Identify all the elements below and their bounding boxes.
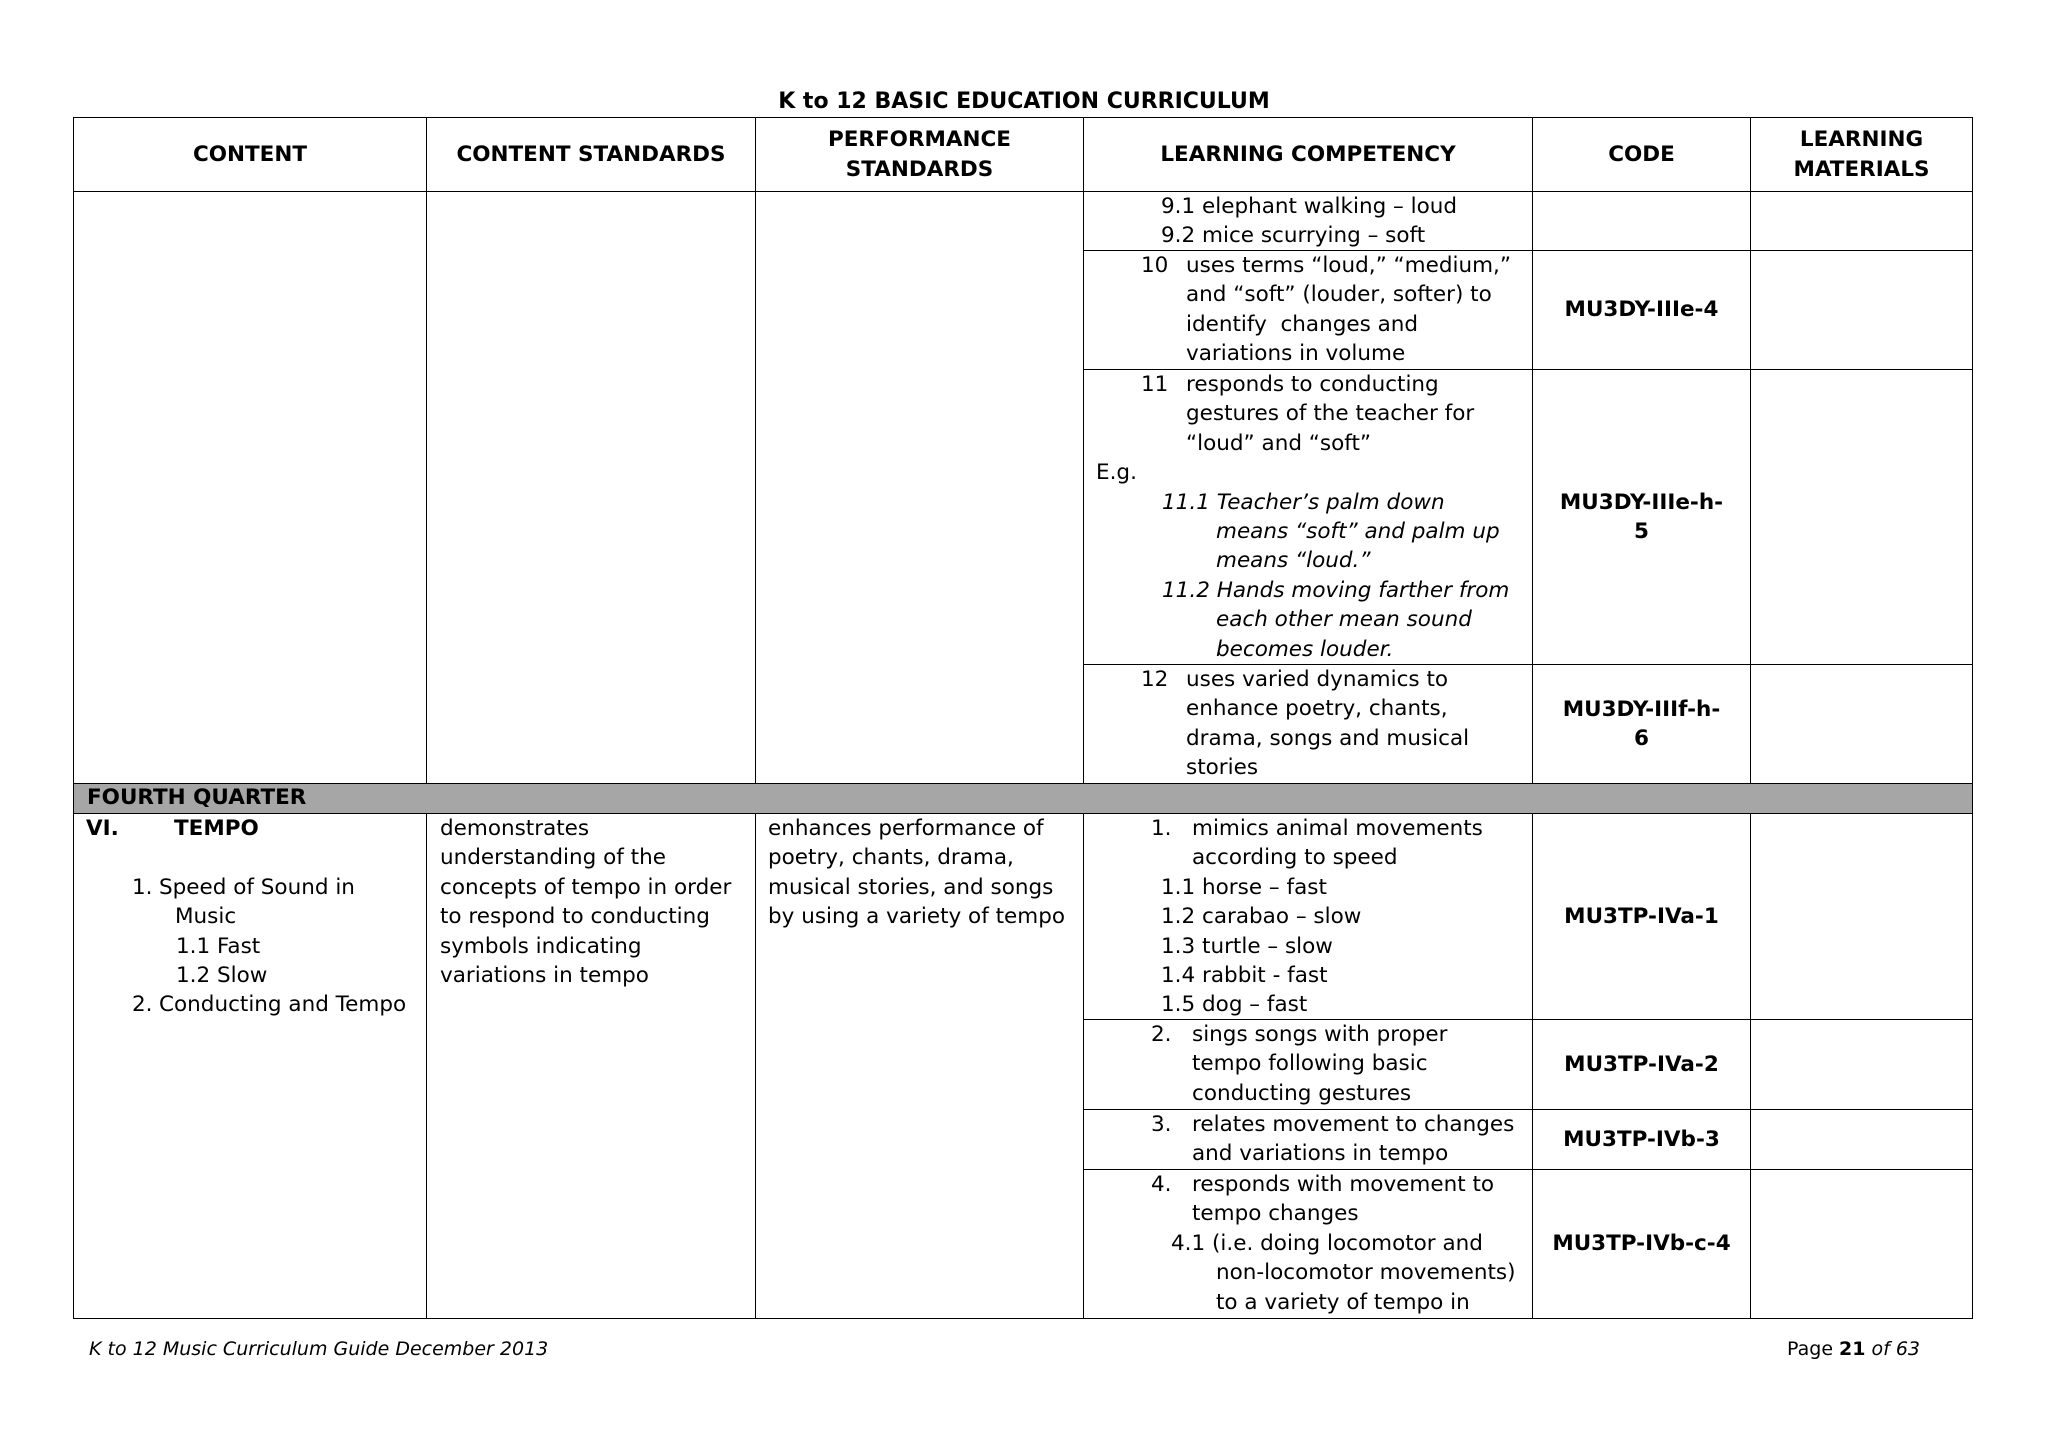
example-label: E.g. [1096,460,1137,486]
footer-page-number [1787,1337,1920,1361]
competency-subitem: 9.1 elephant walking – loud [1161,194,1458,219]
competency-subitem: 9.2 mice scurrying – soft [1161,223,1426,249]
footer-guide-title: K to 12 Music Curriculum Guide December 2013 [89,1338,549,1360]
competency-line [1084,814,1532,843]
document-title: K to 12 BASIC EDUCATION CURRICULUM [778,89,1270,114]
competency-line [1084,665,1532,694]
competency-line: conducting gestures [1192,1080,1412,1106]
blank-line [74,843,426,872]
competency-cell [1084,251,1533,370]
page-current: 21 [1839,1338,1866,1360]
quarter-label: FOURTH QUARTER [87,785,307,810]
example-number: 11.2 [1162,577,1210,603]
content-standard-line: concepts of tempo in order [440,874,732,900]
learning-materials-cell [1751,814,1973,1020]
competency-cell [1084,1170,1533,1319]
competency-subitem-line: to a variety of tempo in [1216,1289,1470,1315]
competency-text: uses varied dynamics to [1186,667,1449,692]
competency-code: MU3TP-IVb-3 [1563,1126,1720,1152]
content-item-line: Music [175,904,237,930]
competency-text: relates movement to changes [1192,1112,1515,1137]
competency-number: 10 [1141,253,1169,278]
competency-text: responds with movement to [1192,1172,1495,1197]
example-line: means “loud.” [1216,548,1371,574]
competency-line [1084,1110,1532,1139]
learning-materials-cell [1751,370,1973,665]
competency-subitem: 1.4 rabbit - fast [1161,962,1328,988]
competency-line [1084,1170,1532,1199]
example-line [1084,576,1532,605]
example-line [1084,488,1532,517]
competency-number: 11 [1141,372,1169,397]
header-learning-competency-label: LEARNING COMPETENCY [1160,141,1456,167]
quarter-band [74,784,1973,814]
competency-code: MU3DY-IIIe-4 [1564,297,1719,323]
content-standards-cell [427,192,756,784]
competency-code-line: 5 [1634,519,1649,544]
competency-line: and “soft” (louder, softer) to [1186,282,1492,308]
content-standard-line: to respond to conducting [440,904,710,930]
competency-text: mimics animal movements [1192,816,1483,841]
competency-number: 3. [1151,1112,1172,1137]
header-learning-materials-line: LEARNING [1799,127,1924,153]
competency-subitem: 1.5 dog – fast [1161,992,1308,1018]
competency-subitem: 1.3 turtle – slow [1161,933,1333,959]
example-line: each other mean sound [1216,607,1472,633]
competency-code: MU3TP-IVa-1 [1564,903,1719,929]
content-standard-line: demonstrates [440,816,590,841]
learning-materials-cell [1751,1020,1973,1110]
example-text: Teacher’s palm down [1216,489,1445,515]
code-cell [1533,1170,1751,1319]
competency-line: drama, songs and musical [1186,725,1470,751]
example-number: 11.1 [1162,489,1210,515]
performance-standards-cell [756,814,1084,1319]
competency-subitem: 1.1 horse – fast [1161,874,1327,900]
competency-line [1084,370,1532,399]
content-subitem: 1.2 Slow [176,962,268,988]
content-standard-line: understanding of the [440,845,666,871]
competency-line [1084,1020,1532,1049]
learning-materials-cell [1751,1170,1973,1319]
header-performance-standards [756,118,1084,192]
performance-standard-line: enhances performance of [768,816,1044,841]
learning-materials-cell [1751,665,1973,784]
competency-line: tempo changes [1192,1201,1359,1227]
competency-cell [1084,665,1533,784]
competency-cell [1084,1020,1533,1110]
performance-standard-line: by using a variety of tempo [768,904,1066,930]
subitem-text: (i.e. doing locomotor and [1212,1230,1483,1256]
competency-text: responds to conducting [1186,372,1439,397]
header-content-standards [427,118,756,192]
example-line: means “soft” and palm up [1216,518,1500,544]
header-content [74,118,427,192]
page-label: Page [1787,1338,1834,1360]
competency-code: MU3TP-IVa-2 [1564,1051,1719,1077]
competency-line: stories [1186,755,1259,781]
code-cell [1533,1020,1751,1110]
content-standard-line: symbols indicating [440,933,642,959]
competency-subitem-line: non-locomotor movements) [1216,1260,1516,1286]
code-cell [1533,1110,1751,1170]
page-total: of 63 [1871,1338,1920,1360]
content-item-text: Conducting and Tempo [159,992,407,1018]
content-standard-line: variations in tempo [440,962,649,988]
content-heading-text: TEMPO [174,816,259,841]
competency-code: MU3TP-IVb-c-4 [1552,1231,1731,1257]
competency-text: uses terms “loud,” “medium,” [1186,253,1512,278]
performance-standard-line: poetry, chants, drama, [768,845,1014,871]
competency-cell [1084,1110,1533,1170]
competency-number: 1. [1151,816,1172,841]
competency-subitem [1084,1229,1532,1258]
curriculum-table [73,117,1973,1319]
code-cell [1533,665,1751,784]
content-item [74,990,426,1019]
example-text: Hands moving farther from [1216,577,1510,603]
header-performance-standards-line: STANDARDS [845,156,994,182]
header-learning-competency [1084,118,1533,192]
competency-line: variations in volume [1186,341,1406,367]
header-code [1533,118,1751,192]
competency-number: 2. [1151,1022,1172,1047]
learning-materials-cell [1751,251,1973,370]
content-numeral: VI. [86,816,119,841]
competency-text: identify changes and [1186,311,1419,337]
code-cell [1533,251,1751,370]
competency-code-line: 6 [1634,726,1649,751]
code-cell [1533,370,1751,665]
content-subitem: 1.1 Fast [176,933,261,959]
learning-materials-cell [1751,1110,1973,1170]
content-heading [74,814,426,843]
competency-cell [1084,814,1533,1020]
competency-cell [1084,192,1533,251]
header-learning-materials [1751,118,1973,192]
header-content-standards-label: CONTENT STANDARDS [456,141,726,167]
competency-number: 12 [1141,667,1169,692]
content-item [74,873,426,902]
competency-line: enhance poetry, chants, [1186,696,1448,722]
code-cell [1533,814,1751,1020]
content-item-number: 1. [132,874,153,900]
competency-cell [1084,370,1533,665]
competency-text: sings songs with proper [1192,1022,1448,1047]
content-cell [74,192,427,784]
competency-number: 4. [1151,1172,1172,1197]
content-cell [74,814,427,1319]
competency-line: “loud” and “soft” [1186,430,1372,456]
header-code-label: CODE [1608,141,1675,167]
competency-subitem: 1.2 carabao – slow [1161,904,1362,930]
code-cell [1533,192,1751,251]
example-line: becomes louder. [1216,636,1394,662]
learning-materials-cell [1751,192,1973,251]
competency-line: and variations in tempo [1192,1141,1449,1167]
performance-standards-cell [756,192,1084,784]
competency-code-line: MU3DY-IIIe-h- [1559,489,1724,515]
competency-code-line: MU3DY-IIIf-h- [1562,696,1721,722]
content-item-text: Speed of Sound in [159,874,355,900]
header-performance-standards-line: PERFORMANCE [827,127,1011,153]
competency-line: tempo following basic [1192,1051,1428,1077]
header-learning-materials-line: MATERIALS [1793,156,1930,182]
content-standards-cell [427,814,756,1319]
header-content-label: CONTENT [192,141,308,167]
subitem-number: 4.1 [1171,1230,1206,1256]
competency-line [1084,251,1532,280]
performance-standard-line: musical stories, and songs [768,874,1054,900]
competency-line [1084,310,1532,339]
content-item-number: 2. [132,992,153,1018]
competency-line: according to speed [1192,845,1398,871]
competency-line: gestures of the teacher for [1186,401,1475,427]
